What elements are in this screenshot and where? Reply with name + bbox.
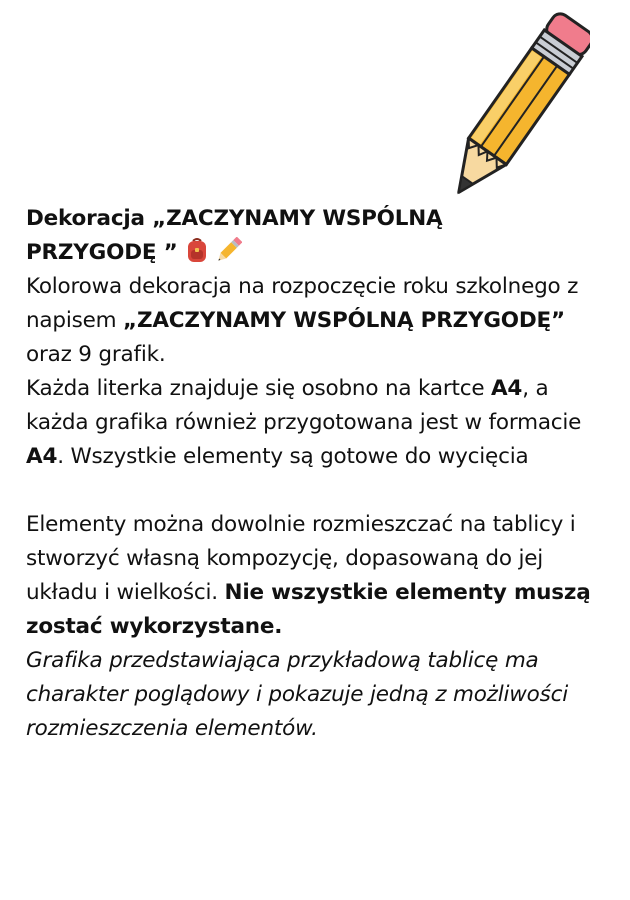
para1-text-2: oraz 9 grafik. bbox=[26, 342, 166, 367]
disclaimer-note: Grafika przedstawiająca przykładową tablicę ma charakter poglądowy i pokazuje jedną z możliwości rozmieszczenia elementów. bbox=[26, 648, 569, 741]
para3-text-1: Elementy można dowolnie rozmieszczać na tablicy i stworzyć własną kompozycję, dopasowaną do jej układu i wielkości. bbox=[26, 512, 576, 605]
description-paragraph-2 bbox=[26, 372, 606, 474]
para3-bold-note: Nie wszystkie elementy muszą zostać wykorzystane. bbox=[26, 580, 591, 639]
description-paragraph-1 bbox=[26, 270, 606, 372]
product-description bbox=[26, 202, 606, 746]
title-line-1: Dekoracja „ZACZYNAMY WSPÓLNĄ bbox=[26, 206, 443, 231]
description-paragraph-3 bbox=[26, 508, 606, 644]
para1-text-1: Kolorowa dekoracja na rozpoczęcie roku szkolnego z napisem bbox=[26, 274, 579, 333]
para1-bold-slogan: „ZACZYNAMY WSPÓLNĄ PRZYGODĘ” bbox=[123, 308, 565, 333]
para2-text-2: , a każda grafika również przygotowana jest w formacie bbox=[26, 376, 582, 435]
page-title bbox=[26, 202, 606, 270]
paragraph-spacer bbox=[26, 474, 606, 508]
pencil-icon bbox=[440, 12, 590, 212]
title-line-2: PRZYGODĘ ” bbox=[26, 240, 178, 265]
para2-text-1: Każda literka znajduje się osobno na kartce bbox=[26, 376, 491, 401]
para2-text-3: . Wszystkie elementy są gotowe do wycięcia bbox=[57, 444, 529, 469]
para2-bold-a4-2: A4 bbox=[26, 444, 58, 469]
para2-bold-a4-1: A4 bbox=[490, 376, 523, 401]
backpack-icon bbox=[185, 237, 209, 263]
pencil-emoji-icon bbox=[216, 237, 242, 263]
